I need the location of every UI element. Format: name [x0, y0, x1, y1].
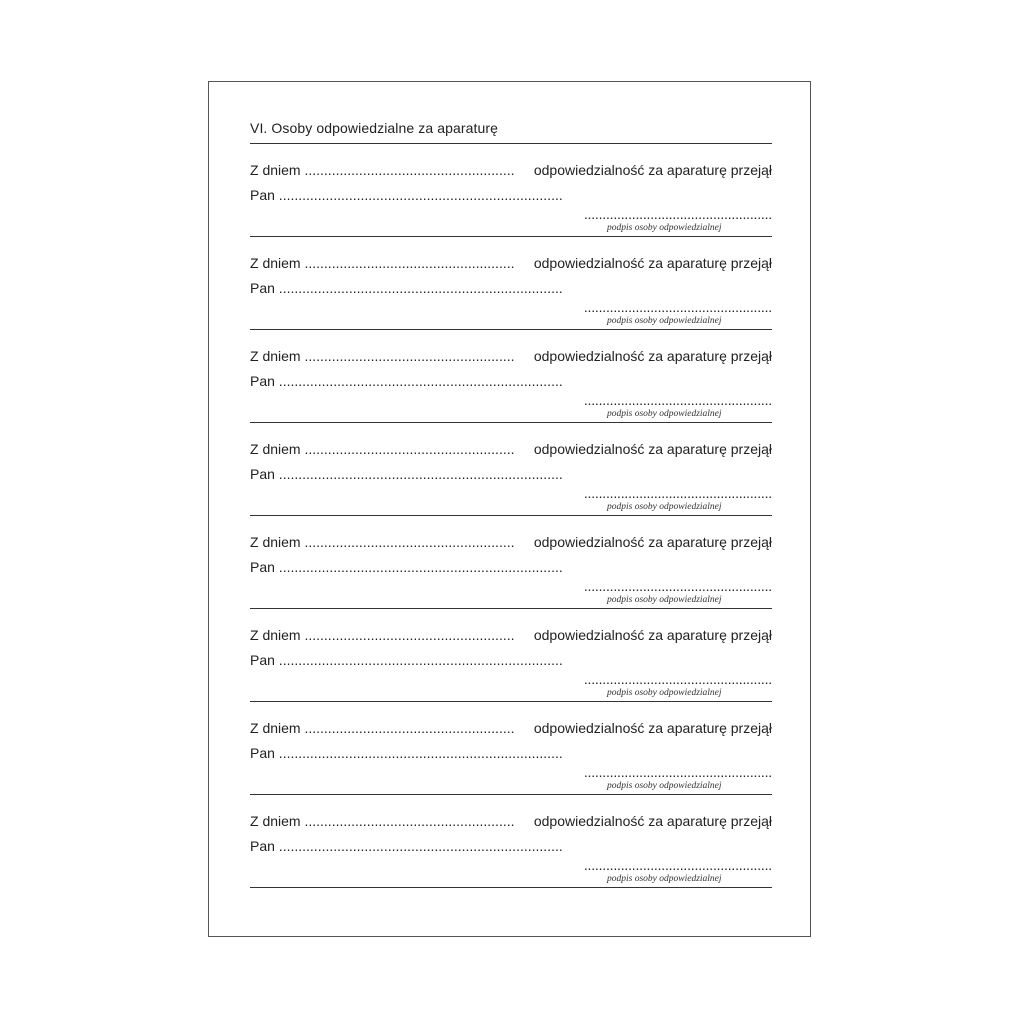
- person-field[interactable]: Pan .........................................................................: [250, 559, 563, 575]
- document-page: [208, 81, 811, 937]
- responsibility-text: odpowiedzialność za aparaturę przejął: [533, 255, 772, 271]
- entry-divider: [250, 608, 772, 609]
- person-field[interactable]: Pan .........................................................................: [250, 280, 563, 296]
- person-field[interactable]: Pan .........................................................................: [250, 373, 563, 389]
- responsibility-entry: [250, 348, 772, 441]
- person-field[interactable]: Pan .........................................................................: [250, 745, 563, 761]
- entry-divider: [250, 515, 772, 516]
- signature-label: podpis osoby odpowiedzialnej: [607, 595, 722, 605]
- section-title: VI. Osoby odpowiedzialne za aparaturę: [250, 120, 499, 136]
- signature-field[interactable]: ...................................................: [583, 392, 772, 408]
- responsibility-entry: [250, 813, 772, 906]
- signature-label: podpis osoby odpowiedzialnej: [607, 502, 722, 512]
- person-field[interactable]: Pan .........................................................................: [250, 187, 563, 203]
- signature-label: podpis osoby odpowiedzialnej: [607, 781, 722, 791]
- entry-divider: [250, 236, 772, 237]
- date-field[interactable]: Z dniem ......................................................: [250, 813, 515, 829]
- responsibility-entry: [250, 534, 772, 627]
- signature-field[interactable]: ...................................................: [583, 671, 772, 687]
- date-field[interactable]: Z dniem ......................................................: [250, 255, 515, 271]
- person-field[interactable]: Pan .........................................................................: [250, 652, 563, 668]
- signature-label: podpis osoby odpowiedzialnej: [607, 223, 722, 233]
- responsibility-text: odpowiedzialność za aparaturę przejął: [533, 720, 772, 736]
- responsibility-text: odpowiedzialność za aparaturę przejął: [533, 627, 772, 643]
- date-field[interactable]: Z dniem ......................................................: [250, 162, 515, 178]
- date-field[interactable]: Z dniem ......................................................: [250, 720, 515, 736]
- signature-label: podpis osoby odpowiedzialnej: [607, 688, 722, 698]
- responsibility-text: odpowiedzialność za aparaturę przejął: [533, 813, 772, 829]
- responsibility-text: odpowiedzialność za aparaturę przejął: [533, 162, 772, 178]
- signature-field[interactable]: ...................................................: [583, 206, 772, 222]
- signature-field[interactable]: ...................................................: [583, 299, 772, 315]
- responsibility-entry: [250, 627, 772, 720]
- responsibility-entry: [250, 441, 772, 534]
- person-field[interactable]: Pan .........................................................................: [250, 838, 563, 854]
- entry-divider: [250, 794, 772, 795]
- responsibility-text: odpowiedzialność za aparaturę przejął: [533, 534, 772, 550]
- signature-label: podpis osoby odpowiedzialnej: [607, 316, 722, 326]
- entry-divider: [250, 329, 772, 330]
- responsibility-text: odpowiedzialność za aparaturę przejął: [533, 441, 772, 457]
- person-field[interactable]: Pan .........................................................................: [250, 466, 563, 482]
- signature-field[interactable]: ...................................................: [583, 857, 772, 873]
- responsibility-entry: [250, 255, 772, 348]
- entry-divider: [250, 887, 772, 888]
- entry-divider: [250, 701, 772, 702]
- date-field[interactable]: Z dniem ......................................................: [250, 348, 515, 364]
- responsibility-text: odpowiedzialność za aparaturę przejął: [533, 348, 772, 364]
- signature-label: podpis osoby odpowiedzialnej: [607, 409, 722, 419]
- responsibility-entry: [250, 162, 772, 255]
- title-divider: [250, 143, 772, 144]
- entry-divider: [250, 422, 772, 423]
- signature-field[interactable]: ...................................................: [583, 764, 772, 780]
- signature-field[interactable]: ...................................................: [583, 578, 772, 594]
- responsibility-entry: [250, 720, 772, 813]
- signature-label: podpis osoby odpowiedzialnej: [607, 874, 722, 884]
- date-field[interactable]: Z dniem ......................................................: [250, 627, 515, 643]
- date-field[interactable]: Z dniem ......................................................: [250, 441, 515, 457]
- signature-field[interactable]: ...................................................: [583, 485, 772, 501]
- date-field[interactable]: Z dniem ......................................................: [250, 534, 515, 550]
